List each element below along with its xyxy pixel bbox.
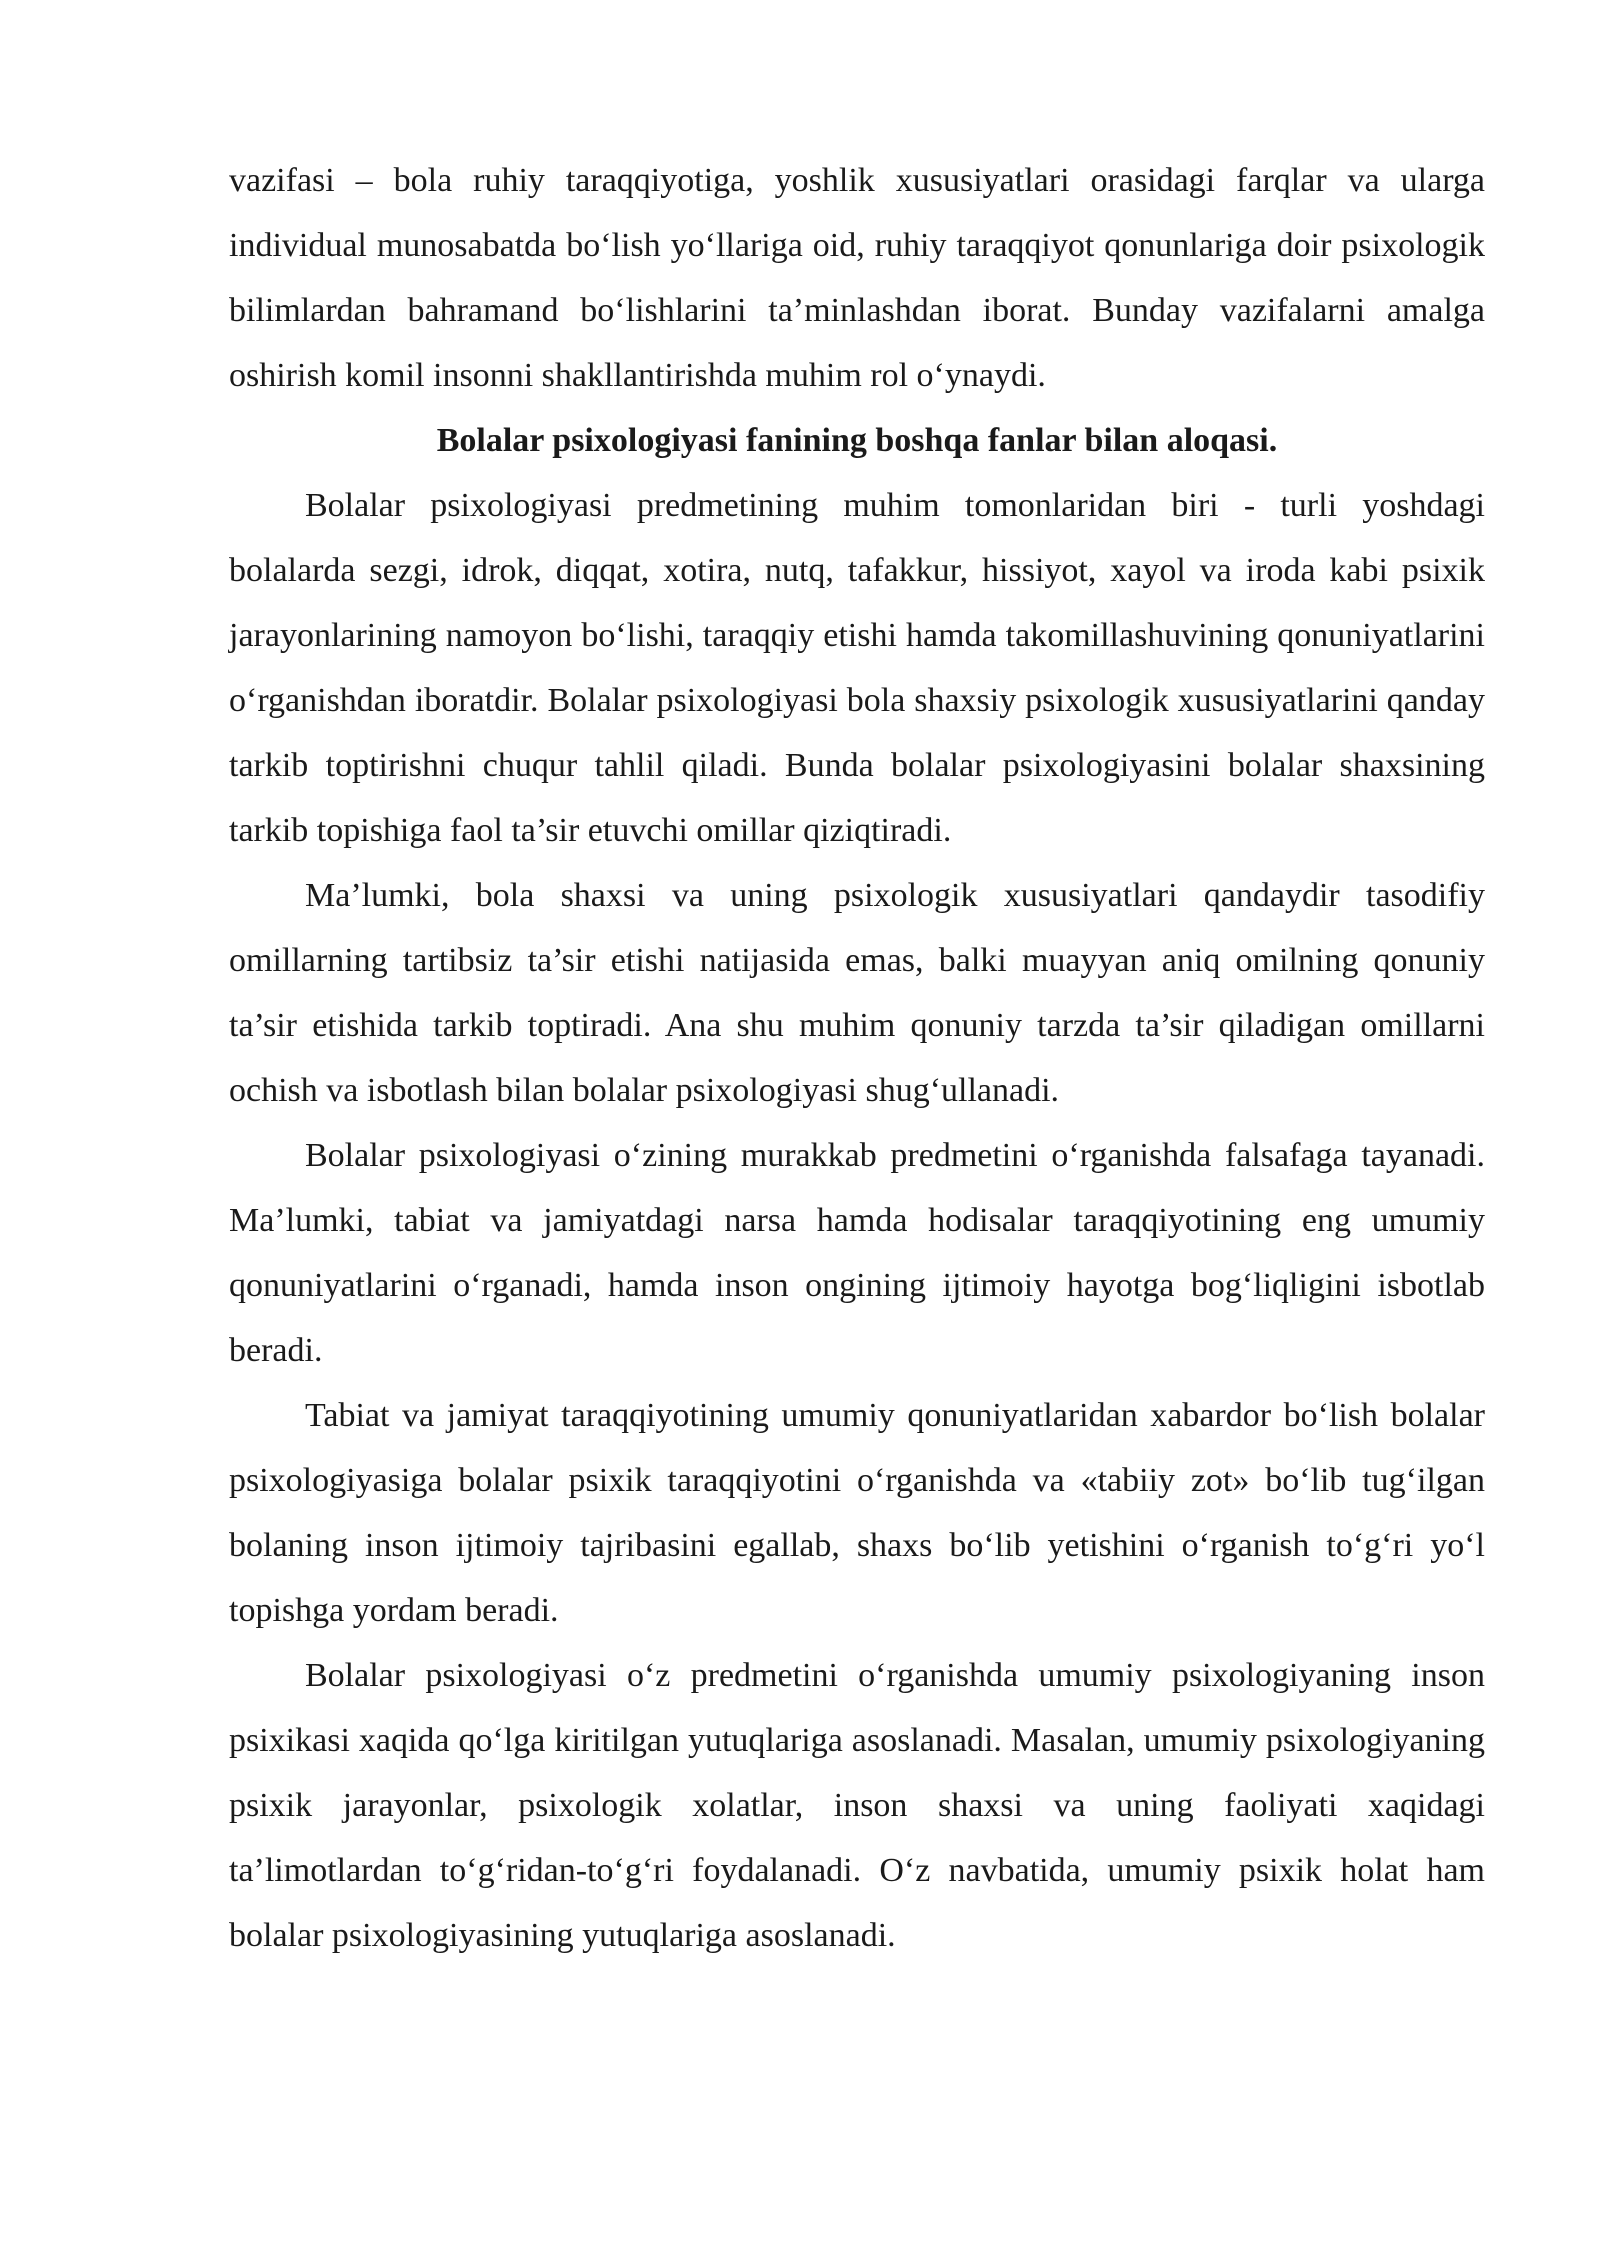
paragraph-1: Bolalar psixologiyasi predmetining muhim tomonlaridan biri - turli yoshdagi bolalarda sezgi, idrok, diqqat, xotira, nutq, tafakkur, hissiyot, xayol va iroda kabi psixik jarayonlarining namoyon bo‘lishi, taraqqiy etishi hamda takomillashuvining qonuniyatlarini o‘rganishdan iboratdir. Bolalar psixologiyasi bola shaxsiy psixologik xususiyatlarini qanday tarkib toptirishni chuqur tahlil qiladi. Bunda bolalar psixologiyasini bolalar shaxsining tarkib topishiga faol ta’sir etuvchi omillar qiziqtiradi. — [229, 487, 1485, 849]
paragraph-3: Bolalar psixologiyasi o‘zining murakkab predmetini o‘rganishda falsafaga tayanadi. Ma’lumki, tabiat va jamiyatdagi narsa hamda hodisalar taraqqiyotining eng umumiy qonuniyatlarini o‘rganadi, hamda inson ongining ijtimoiy hayotga bog‘liqligini isbotlab beradi. — [229, 1137, 1485, 1369]
document-body — [229, 148, 1485, 1968]
paragraph-4: Tabiat va jamiyat taraqqiyotining umumiy qonuniyatlaridan xabardor bo‘lish bolalar psixologiyasiga bolalar psixik taraqqiyotini o‘rganishda va «tabiiy zot» bo‘lib tug‘ilgan bolaning inson ijtimoiy tajribasini egallab, shaxs bo‘lib yetishini o‘rganish to‘g‘ri yo‘l topishga yordam beradi. — [229, 1397, 1485, 1629]
section-heading: Bolalar psixologiyasi fanining boshqa fanlar bilan aloqasi. — [436, 422, 1278, 459]
paragraph-5: Bolalar psixologiyasi o‘z predmetini o‘rganishda umumiy psixologiyaning inson psixikasi xaqida qo‘lga kiritilgan yutuqlariga asoslanadi. Masalan, umumiy psixologiyaning psixik jarayonlar, psixologik xolatlar, inson shaxsi va uning faoliyati xaqidagi ta’limotlardan to‘g‘ridan-to‘g‘ri foydalanadi. O‘z navbatida, umumiy psixik holat ham bolalar psixologiyasining yutuqlariga asoslanadi. — [229, 1657, 1485, 1954]
paragraph-2: Ma’lumki, bola shaxsi va uning psixologik xususiyatlari qandaydir tasodifiy omillarning tartibsiz ta’sir etishi natijasida emas, balki muayyan aniq omilning qonuniy ta’sir etishida tarkib toptiradi. Ana shu muhim qonuniy tarzda ta’sir qiladigan omillarni ochish va isbotlash bilan bolalar psixologiyasi shug‘ullanadi. — [229, 877, 1485, 1109]
paragraph-continuation: vazifasi – bola ruhiy taraqqiyotiga, yoshlik xususiyatlari orasidagi farqlar va ularga individual munosabatda bo‘lish yo‘llariga oid, ruhiy taraqqiyot qonunlariga doir psixologik bilimlardan bahramand bo‘lishlarini ta’minlashdan iborat. Bunday vazifalarni amalga oshirish komil insonni shakllantirishda muhim rol o‘ynaydi. — [229, 162, 1485, 394]
